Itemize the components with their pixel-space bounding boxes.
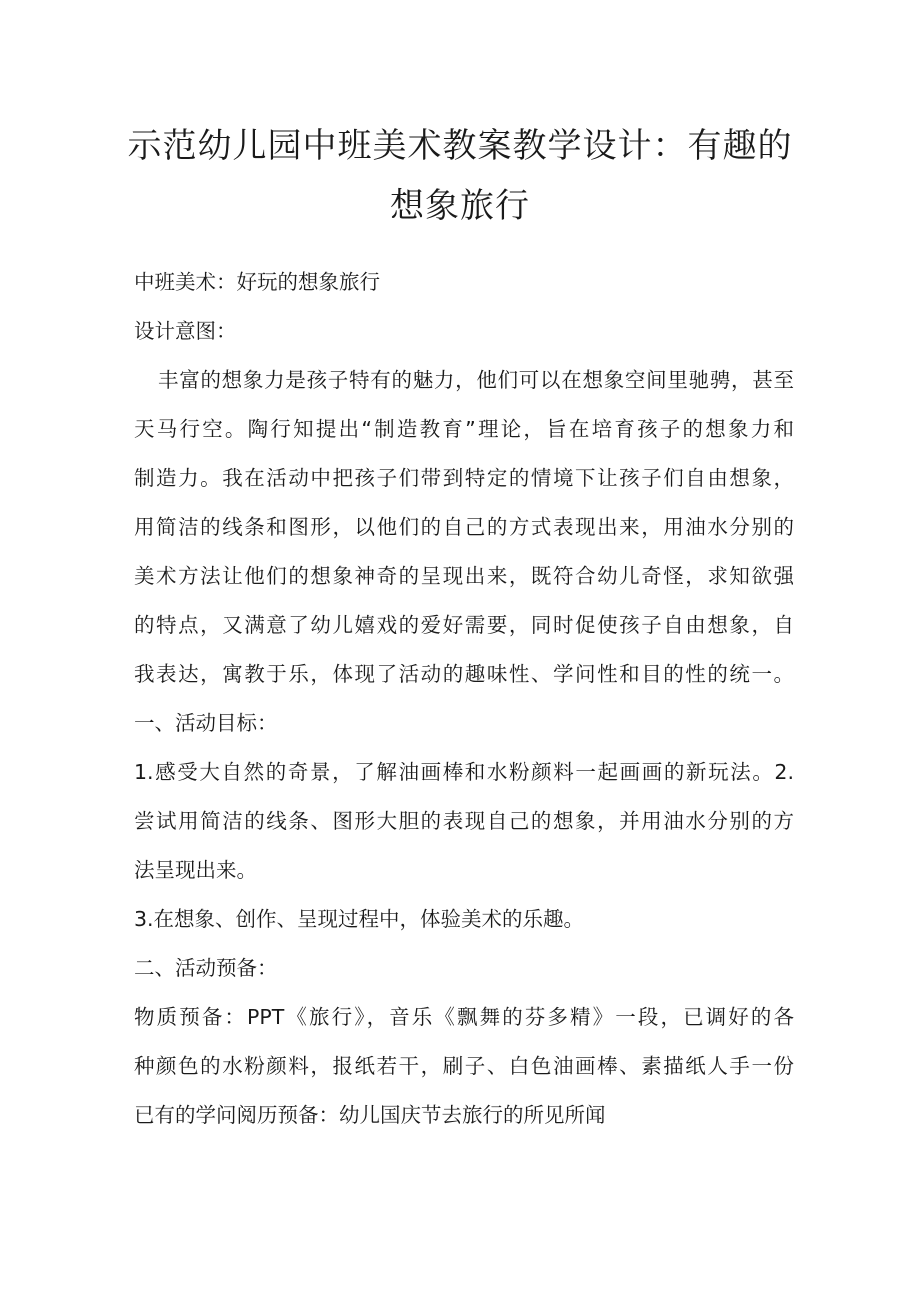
design-paragraph-line: 我表达，寓教于乐，体现了活动的趣味性、学问性和目的性的统一。 [134, 662, 794, 686]
prep-line: 种颜色的水粉颜料，报纸若干，刷子、白色油画棒、素描纸人手一份 [134, 1054, 794, 1078]
design-paragraph-line: 的特点，又满意了幼儿嬉戏的爱好需要，同时促使孩子自由想象，自 [134, 613, 794, 637]
goals-line: 尝试用简洁的线条、图形大胆的表现自己的想象，并用油水分别的方 [134, 809, 794, 833]
goal-3: 3.在想象、创作、呈现过程中，体验美术的乐趣。 [134, 907, 585, 931]
document-title-line-1: 示范幼儿园中班美术教案教学设计：有趣的 [127, 126, 793, 166]
goals-heading: 一、活动目标： [134, 711, 278, 735]
design-paragraph-line: 天马行空。陶行知提出“制造教育”理论，旨在培育孩子的想象力和 [134, 417, 794, 441]
design-paragraph-line: 美术方法让他们的想象神奇的呈现出来，既符合幼儿奇怪，求知欲强 [134, 564, 794, 588]
design-paragraph-line: 丰富的想象力是孩子特有的魅力，他们可以在想象空间里驰骋，甚至 [158, 368, 794, 392]
subtitle: 中班美术：好玩的想象旅行 [134, 270, 380, 294]
prep-heading: 二、活动预备： [134, 956, 278, 980]
prep-line: 已有的学问阅历预备：幼儿国庆节去旅行的所见所闻 [134, 1103, 606, 1127]
design-paragraph-line: 用简洁的线条和图形，以他们的自己的方式表现出来，用油水分别的 [134, 515, 794, 539]
design-heading: 设计意图： [134, 319, 237, 343]
prep-line: 物质预备：PPT《旅行》，音乐《飘舞的芬多精》一段，已调好的各 [134, 1005, 794, 1029]
design-paragraph-line: 制造力。我在活动中把孩子们带到特定的情境下让孩子们自由想象， [134, 466, 794, 490]
goals-line: 法呈现出来。 [134, 858, 257, 882]
document-title-line-2: 想象旅行 [390, 186, 530, 226]
goals-line: 1.感受大自然的奇景，了解油画棒和水粉颜料一起画画的新玩法。2. [134, 760, 794, 784]
